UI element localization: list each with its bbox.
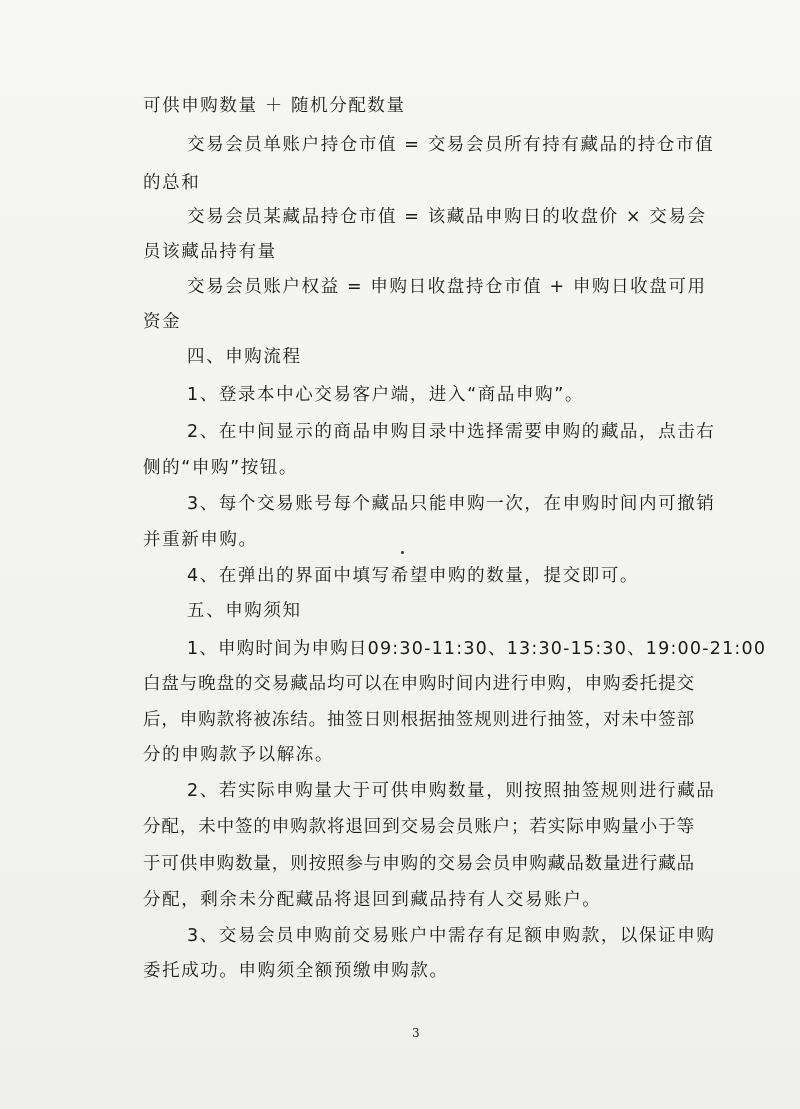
text-line: 委托成功。申购须全额预缴申购款。 — [143, 961, 449, 981]
text-line: 2、若实际申购量大于可供申购数量，则按照抽签规则进行藏品 — [187, 781, 716, 801]
text-line: 3、每个交易账号每个藏品只能申购一次，在申购时间内可撤销 — [187, 494, 716, 514]
text-line: 并重新申购。 — [143, 530, 258, 550]
text-line: 交易会员单账户持仓市值 = 交易会员所有持有藏品的持仓市值 — [187, 135, 715, 155]
text-line: 分的申购款予以解冻。 — [143, 745, 334, 765]
text-line: 侧的“申购”按钮。 — [143, 458, 299, 478]
text-line: 1、登录本中心交易客户端，进入“商品申购”。 — [187, 385, 584, 405]
text-line: 于可供申购数量，则按照参与申购的交易会员申购藏品数量进行藏品 — [143, 854, 695, 874]
text-line: 交易会员账户权益 = 申购日收盘持仓市值 + 申购日收盘可用 — [187, 277, 707, 297]
text-line: 后，申购款将被冻结。抽签日则根据抽签规则进行抽签，对未中签部 — [143, 710, 695, 730]
text-line: 分配，未中签的申购款将退回到交易会员账户；若实际申购量小于等 — [143, 817, 695, 837]
section-heading: 五、申购须知 — [187, 601, 302, 621]
text-line: 1、申购时间为申购日09:30-11:30、13:30-15:30、19:00-21:00 — [187, 639, 767, 659]
text-line: 员该藏品持有量 — [143, 242, 277, 262]
text-line: 3、交易会员申购前交易账户中需存有足额申购款，以保证申购 — [187, 926, 716, 946]
text-line: 资金 — [143, 312, 182, 332]
text-line: 2、在中间显示的商品申购目录中选择需要申购的藏品，点击右 — [187, 422, 716, 442]
text-line: 分配，剩余未分配藏品将退回到藏品持有人交易账户。 — [143, 890, 602, 910]
text-line: 白盘与晚盘的交易藏品均可以在申购时间内进行申购，申购委托提交 — [143, 674, 695, 694]
section-heading: 四、申购流程 — [187, 347, 302, 367]
text-line: 4、在弹出的界面中填写希望申购的数量，提交即可。 — [187, 566, 640, 586]
scan-speck — [401, 551, 404, 554]
text-line: 交易会员某藏品持仓市值 = 该藏品申购日的收盘价 × 交易会 — [187, 207, 707, 227]
text-line: 的总和 — [143, 173, 201, 193]
text-line: 可供申购数量 ＋ 随机分配数量 — [143, 96, 406, 116]
page-number: 3 — [412, 1026, 420, 1040]
